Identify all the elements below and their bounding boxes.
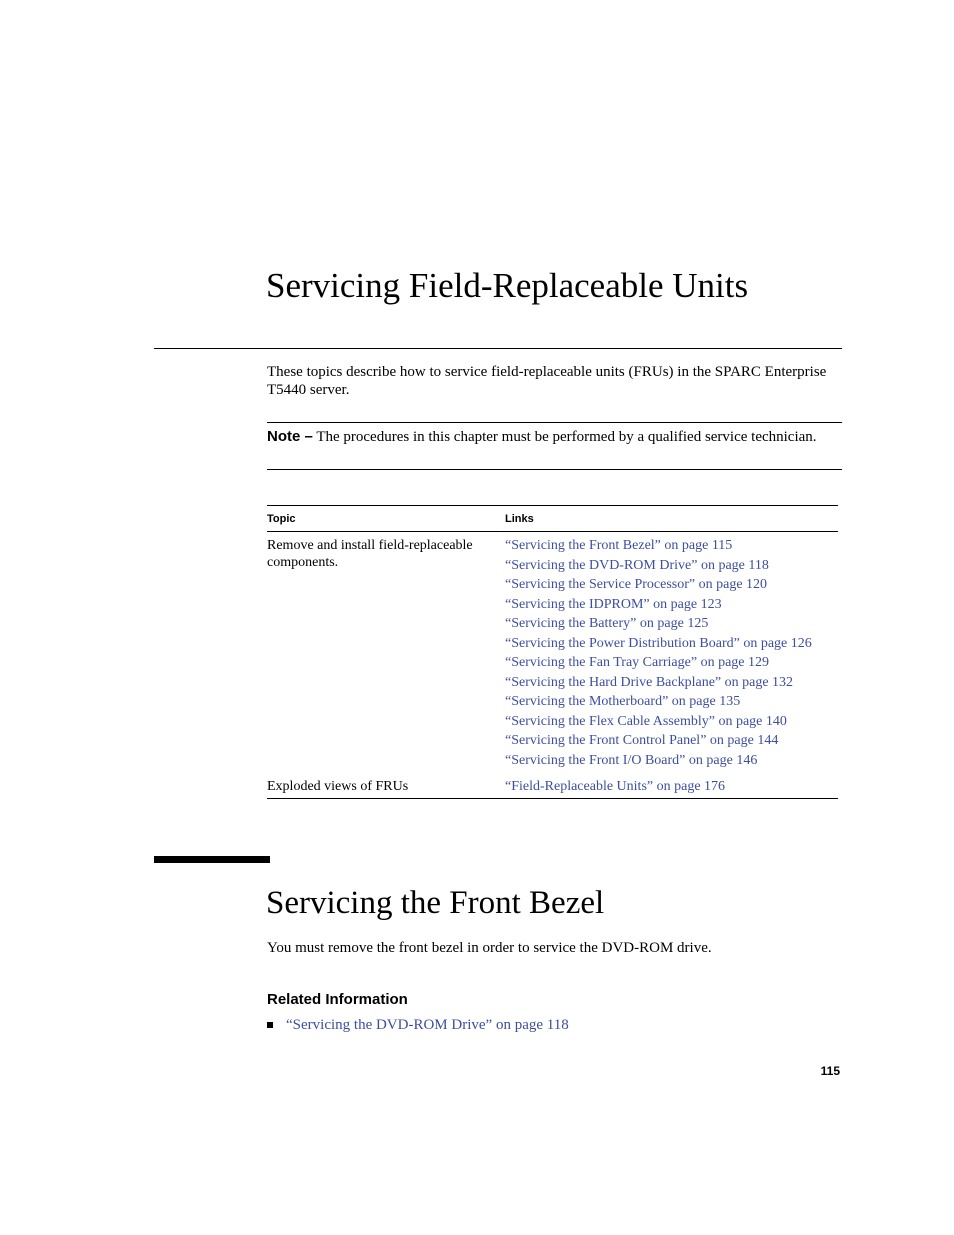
link-service-processor[interactable]: “Servicing the Service Processor” on page 120 — [505, 577, 768, 592]
topic-text: Exploded views of FRUs — [267, 779, 409, 794]
table-cell-topic — [267, 771, 505, 799]
link-flex-cable-assembly[interactable]: “Servicing the Flex Cable Assembly” on page 140 — [505, 713, 787, 729]
link-fan-tray-carriage[interactable]: “Servicing the Fan Tray Carriage” on page 129 — [505, 655, 769, 670]
table-row — [267, 771, 838, 799]
link-hard-drive-backplane[interactable]: “Servicing the Hard Drive Backplane” on page 132 — [505, 674, 794, 690]
link-front-bezel[interactable]: “Servicing the Front Bezel” on page 115 — [505, 538, 733, 553]
chapter-divider — [154, 348, 842, 349]
table-cell-links — [505, 771, 838, 799]
link-battery[interactable]: “Servicing the Battery” on page 125 — [505, 616, 709, 631]
topic-text: Remove and install field-replaceable components. — [267, 538, 473, 570]
link-motherboard[interactable]: “Servicing the Motherboard” on page 135 — [505, 694, 741, 709]
note-text: The procedures in this chapter must be performed by a qualified service technician. — [312, 429, 817, 445]
square-bullet-icon — [267, 1022, 273, 1028]
link-field-replaceable-units[interactable]: “Field-Replaceable Units” on page 176 — [505, 779, 726, 794]
link-dvd-rom-drive[interactable]: “Servicing the DVD-ROM Drive” on page 118 — [505, 557, 769, 573]
link-power-distribution-board[interactable]: “Servicing the Power Distribution Board” on page 126 — [505, 635, 812, 651]
section-title: Servicing the Front Bezel — [266, 885, 605, 921]
table-cell-topic — [267, 532, 505, 772]
link-front-control-panel[interactable]: “Servicing the Front Control Panel” on page 144 — [505, 733, 779, 748]
topics-table — [267, 505, 838, 799]
link-front-io-board[interactable]: “Servicing the Front I/O Board” on page 146 — [505, 752, 758, 768]
list-item — [267, 1016, 569, 1034]
related-links-list — [267, 1016, 569, 1034]
header-topic: Topic — [267, 506, 505, 532]
table-cell-links — [505, 532, 838, 772]
note-label: Note – — [267, 428, 313, 445]
related-link-dvd-rom-drive[interactable]: “Servicing the DVD-ROM Drive” on page 118 — [286, 1017, 569, 1033]
table-header-row — [267, 506, 838, 532]
note-paragraph — [267, 428, 827, 446]
table-row — [267, 532, 838, 772]
link-idprom[interactable]: “Servicing the IDPROM” on page 123 — [505, 596, 722, 612]
header-links: Links — [505, 506, 838, 532]
note-box — [267, 422, 842, 470]
link-list — [505, 537, 838, 769]
section-marker-bar — [154, 856, 270, 863]
chapter-title: Servicing Field-Replaceable Units — [266, 266, 749, 305]
related-information-heading: Related Information — [267, 991, 408, 1008]
chapter-intro: These topics describe how to service field-replaceable units (FRUs) in the SPARC Enterprise T5440 server. — [267, 364, 827, 398]
page-number: 115 — [820, 1064, 840, 1078]
section-intro: You must remove the front bezel in order to service the DVD-ROM drive. — [267, 940, 712, 956]
